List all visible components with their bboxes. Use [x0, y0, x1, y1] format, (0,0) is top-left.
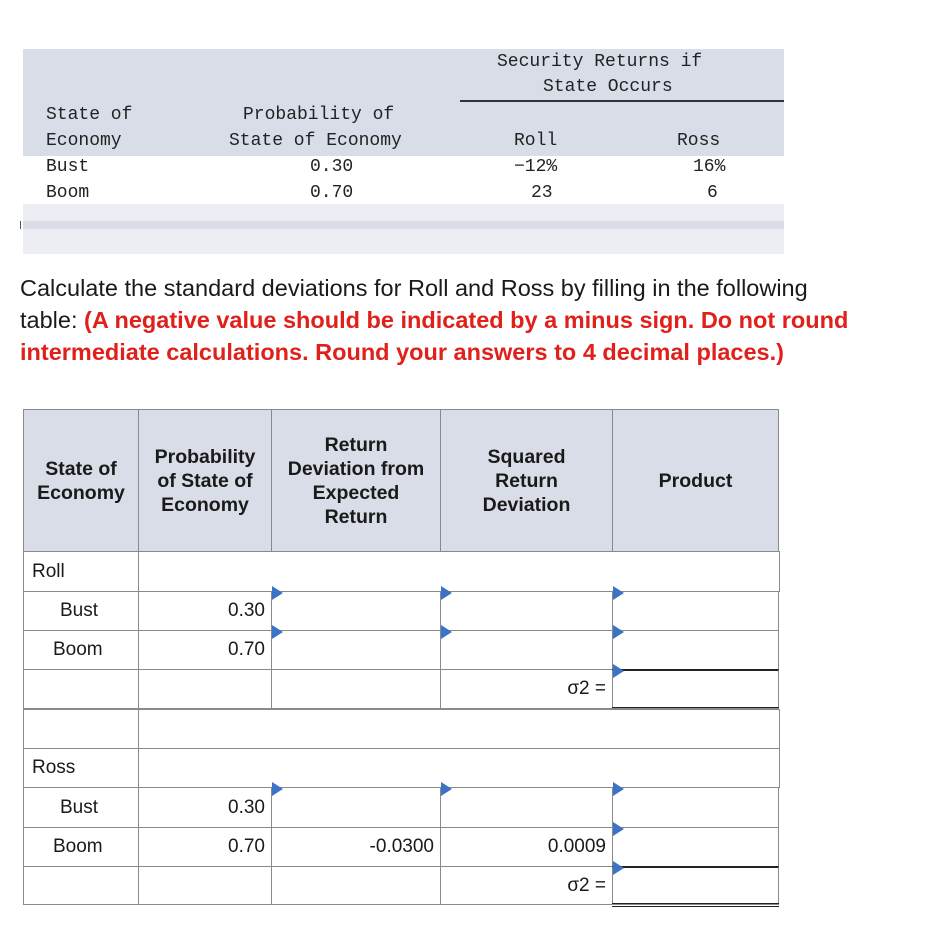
header-state — [23, 409, 139, 552]
security-header-rule — [460, 100, 784, 102]
ross-label-cell — [23, 748, 139, 788]
header-prob-l1: Probability — [154, 445, 256, 468]
ross-boom-prob: 0.70 — [228, 836, 265, 857]
input-marker-icon — [613, 782, 624, 796]
header-dev-l3: Expected — [312, 481, 400, 504]
row-bust-ross: 16% — [693, 157, 726, 177]
ross-bust-deviation-input[interactable] — [271, 787, 441, 828]
ross-bust-prob: 0.30 — [228, 796, 265, 818]
row-bust-roll: −12% — [514, 157, 558, 177]
roll-label: Roll — [32, 560, 65, 582]
input-marker-icon — [613, 664, 624, 678]
input-marker-icon — [441, 782, 452, 796]
row-boom-ross: 6 — [707, 183, 718, 203]
ross-bust-squared-input[interactable] — [440, 787, 613, 828]
roll-bust-state-cell — [23, 591, 139, 631]
roll-bust-prob-cell — [138, 591, 272, 631]
instructions-line3: intermediate calculations. Round your answers to 4 decimal places.) — [20, 339, 784, 365]
header-prob — [138, 409, 272, 552]
ross-bust-state: Bust — [60, 796, 99, 818]
roll-boom-state-cell — [23, 630, 139, 670]
security-header-line1: Security Returns if — [497, 52, 703, 72]
header-sq-l3: Deviation — [482, 493, 571, 516]
roll-boom-product-input[interactable] — [612, 630, 779, 670]
returns-table-footer-bar — [23, 221, 784, 229]
header-dev-l4: Return — [324, 505, 388, 528]
spacer-blank-2 — [138, 709, 780, 749]
security-header-line2: State Occurs — [543, 77, 673, 97]
ross-var-blank-1 — [23, 866, 139, 905]
row-boom-state: Boom — [46, 183, 90, 203]
roll-bust-squared-input[interactable] — [440, 591, 613, 631]
ross-boom-product-input[interactable] — [612, 827, 779, 867]
header-dev-l1: Return — [324, 433, 388, 456]
header-sq-l1: Squared — [487, 445, 566, 468]
roll-boom-prob: 0.70 — [228, 639, 265, 660]
roll-label-cell — [23, 551, 139, 592]
ross-bust-product-input[interactable] — [612, 787, 779, 828]
roll-sigma-label-cell — [440, 669, 613, 709]
roll-sigma-label: σ2 = — [567, 678, 606, 699]
header-product — [612, 409, 779, 552]
ross-bust-prob-cell — [138, 787, 272, 828]
returns-row-boom-bg — [23, 230, 784, 254]
roll-boom-state: Boom — [53, 639, 103, 660]
ross-sigma-label-cell — [440, 866, 613, 905]
roll-var-blank-1 — [23, 669, 139, 709]
header-state-l2: Economy — [37, 481, 125, 504]
instructions-line2-plain: table: — [20, 307, 85, 333]
ross-boom-squared-value: 0.0009 — [547, 836, 606, 857]
instructions — [20, 272, 934, 368]
input-marker-icon — [613, 822, 624, 836]
roll-bust-product-input[interactable] — [612, 591, 779, 631]
row-boom-roll: 23 — [531, 183, 553, 203]
roll-bust-state: Bust — [60, 600, 99, 621]
header-product-l1: Product — [658, 469, 733, 492]
input-marker-icon — [272, 625, 283, 639]
row-bust-prob: 0.30 — [310, 157, 354, 177]
roll-bust-prob: 0.30 — [228, 600, 265, 621]
roll-label-row-blank — [138, 551, 780, 592]
ross-boom-state: Boom — [53, 836, 103, 857]
ross-boom-state-cell — [23, 827, 139, 867]
ross-boom-deviation-value: -0.0300 — [369, 836, 434, 857]
col-roll: Roll — [514, 131, 558, 151]
ross-label: Ross — [32, 757, 76, 778]
input-marker-icon — [613, 586, 624, 600]
ross-label-row-blank — [138, 748, 780, 788]
instructions-line2-red: (A negative value should be indicated by a minus sign. Do not round — [84, 307, 849, 333]
roll-bust-deviation-input[interactable] — [271, 591, 441, 631]
input-marker-icon — [272, 586, 283, 600]
roll-boom-deviation-input[interactable] — [271, 630, 441, 670]
header-dev-l2: Deviation from — [287, 457, 425, 480]
roll-variance-input[interactable] — [612, 669, 779, 709]
roll-boom-squared-input[interactable] — [440, 630, 613, 670]
col-ross: Ross — [677, 131, 721, 151]
input-marker-icon — [272, 782, 283, 796]
roll-boom-prob-cell — [138, 630, 272, 670]
ross-var-blank-3 — [271, 866, 441, 905]
ross-sigma-label: σ2 = — [567, 874, 606, 896]
header-state-l1: State of — [45, 457, 117, 480]
instructions-line1: Calculate the standard deviations for Roll and Ross by filling in the following — [20, 275, 808, 301]
header-deviation — [271, 409, 441, 552]
returns-table-footer-tick — [20, 221, 21, 229]
returns-table — [23, 49, 784, 229]
std-dev-table — [23, 409, 779, 905]
row-boom-prob: 0.70 — [310, 183, 354, 203]
col-prob-line2: State of Economy — [229, 131, 402, 151]
ross-variance-double-underline — [612, 903, 779, 907]
header-squared — [440, 409, 613, 552]
instructions-line2 — [20, 304, 934, 336]
row-bust-state: Bust — [46, 157, 90, 177]
col-state-line1: State of — [46, 105, 133, 125]
input-marker-icon — [613, 625, 624, 639]
ross-boom-deviation-cell — [271, 827, 441, 867]
roll-var-blank-2 — [138, 669, 272, 709]
header-prob-l2: of State of — [157, 469, 253, 492]
header-prob-l3: Economy — [161, 493, 249, 516]
input-marker-icon — [441, 625, 452, 639]
col-prob-line1: Probability of — [243, 105, 395, 125]
ross-boom-prob-cell — [138, 827, 272, 867]
header-sq-l2: Return — [495, 469, 558, 492]
roll-var-blank-3 — [271, 669, 441, 709]
input-marker-icon — [613, 861, 624, 875]
ross-bust-state-cell — [23, 787, 139, 828]
col-state-line2: Economy — [46, 131, 122, 151]
ross-boom-squared-cell — [440, 827, 613, 867]
ross-var-blank-2 — [138, 866, 272, 905]
input-marker-icon — [441, 586, 452, 600]
spacer-blank-1 — [23, 709, 139, 749]
ross-variance-input[interactable] — [612, 866, 779, 905]
